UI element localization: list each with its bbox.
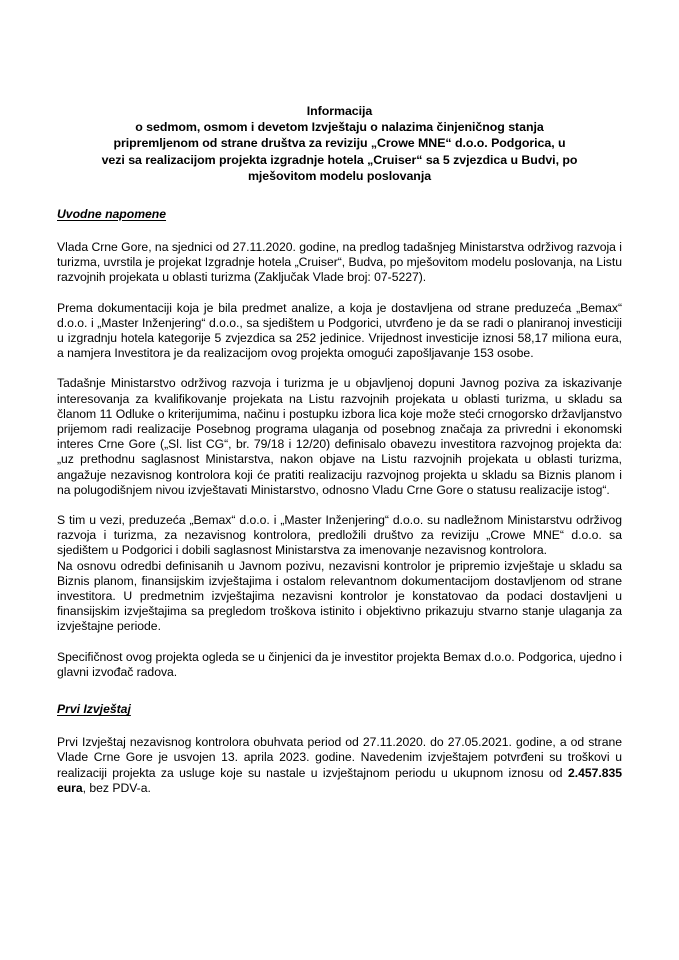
paragraph-prema-dokumentaciji: Prema dokumentaciji koja je bila predmet analize, a koja je dostavljena od strane preduzeća „Bemax“ d.o.o. i „Master Inženjering“ d.o.o., sa sjedištem u Podgorici, utvrđeno je da se radi o planiranoj investiciji u izgradnju hotela kategorije 5 zvjezdica sa 252 jedinice. Vrijednost investicije iznosi 58,17 miliona eura, a namjera Investitora je da realizacijom ovog projekta omogući zapošljavanje 153 osobe. — [57, 300, 622, 361]
document-title-line-1: Informacija — [306, 104, 373, 118]
document-title-line-4: vezi sa realizacijom projekta izgradnje hotela „Cruiser“ sa 5 zvjezdica u Budvi, po — [101, 152, 578, 167]
paragraph-prvi-izvjestaj-body — [57, 735, 622, 796]
paragraph-tadasnje-ministarstvo: Tadašnje Ministarstvo održivog razvoja i turizma je u objavljenoj dopuni Javnog poziva za iskazivanje interesovanja za kvalifikovanje projekata na Listu razvojnih projekata u oblasti turizma, u skladu sa članom 11 Odluke o kriterijumima, načinu i postupku izbora lica koje može steći crnogorsko državljanstvo prijemom radi realizacije Posebnog programa ulaganja od posebnog značaja za privredni i ekonomski interes Crne Gore („Sl. list CG“, br. 79/18 i 12/20) definisalo obavezu investitora razvojnog projekta da: „uz prethodnu saglasnost Ministarstva, nakon objave na Listu razvojnih projekata u oblasti turizma, angažuje nezavisnog kontrolora koji će pratiti realizaciju razvojnog projekta u skladu sa Biznis planom i na polugodišnjem nivou izvještavati Ministarstvo, odnosno Vladu Crne Gore o statusu realizacije istog“. — [57, 376, 622, 497]
section-heading-prvi-izvjestaj: Prvi Izvještaj — [57, 702, 131, 717]
paragraph-vlada-crne-gore: Vlada Crne Gore, na sjednici od 27.11.2020. godine, na predlog tadašnjeg Ministarstva održivog razvoja i turizma, uvrstila je projekat Izgradnje hotela „Cruiser“, Budva, po mješovitom modelu poslovanja, na Listu razvojnih projekata u oblasti turizma (Zaključak Vlade broj: 07-5227). — [57, 240, 622, 285]
paragraph-specificnost-projekta: Specifičnost ovog projekta ogleda se u činjenici da je investitor projekta Bemax d.o.o. Podgorica, ujedno i glavni izvođač radova. — [57, 649, 622, 679]
paragraph-na-osnovu-odredbi: Na osnovu odredbi definisanih u Javnom pozivu, nezavisni kontrolor je pripremio izvještaje u skladu sa Biznis planom, finansijskim izvještajima i ostalom relevantnom dokumentacijom dostavljenom od strane investitora. U predmetnim izvještajima nezavisni kontrolor je konstatovao da podaci dostavljeni u finansijskim izvještajima sa pregledom troškova istinito i objektivno prikazuju stvarno stanje ulaganja za izvještajne periode. — [57, 558, 622, 634]
paragraph-s-tim-u-vezi: S tim u vezi, preduzeća „Bemax“ d.o.o. i „Master Inženjering“ d.o.o. su nadležnom Ministarstvu održivog razvoja i turizma, za nezavisnog kontrolora, predložili društvo za reviziju „Crowe MNE“ d.o.o. sa sjedištem u Podgorici i dobili saglasnost Ministarstva za imenovanje nezavisnog kontrolora. — [57, 513, 622, 558]
document-title-line-5: mješovitom modelu poslovanja — [247, 168, 432, 183]
document-title — [57, 103, 622, 184]
document-title-line-2: o sedmom, osmom i devetom Izvještaju o nalazima činjeničnog stanja — [135, 120, 544, 135]
final-paragraph-part-1: Prvi Izvještaj nezavisnog kontrolora obuhvata period od 27.11.2020. do 27.05.2021. godine, a od strane Vlade Crne Gore je usvojen 13. aprila 2023. godine. Navedenim izvještajem potvrđeni su troškovi u realizaciji projekta za usluge koje su nastale u izvještajnom periodu u ukupnom iznosu od — [57, 735, 622, 780]
final-paragraph-amount: 2.457.835 eura — [57, 765, 622, 795]
section-heading-uvodne-napomene: Uvodne napomene — [57, 207, 167, 222]
document-title-line-3: pripremljenom od strane društva za reviziju „Crowe MNE“ d.o.o. Podgorica, u — [113, 136, 566, 151]
final-paragraph-part-2: , bez PDV-a. — [82, 780, 151, 795]
